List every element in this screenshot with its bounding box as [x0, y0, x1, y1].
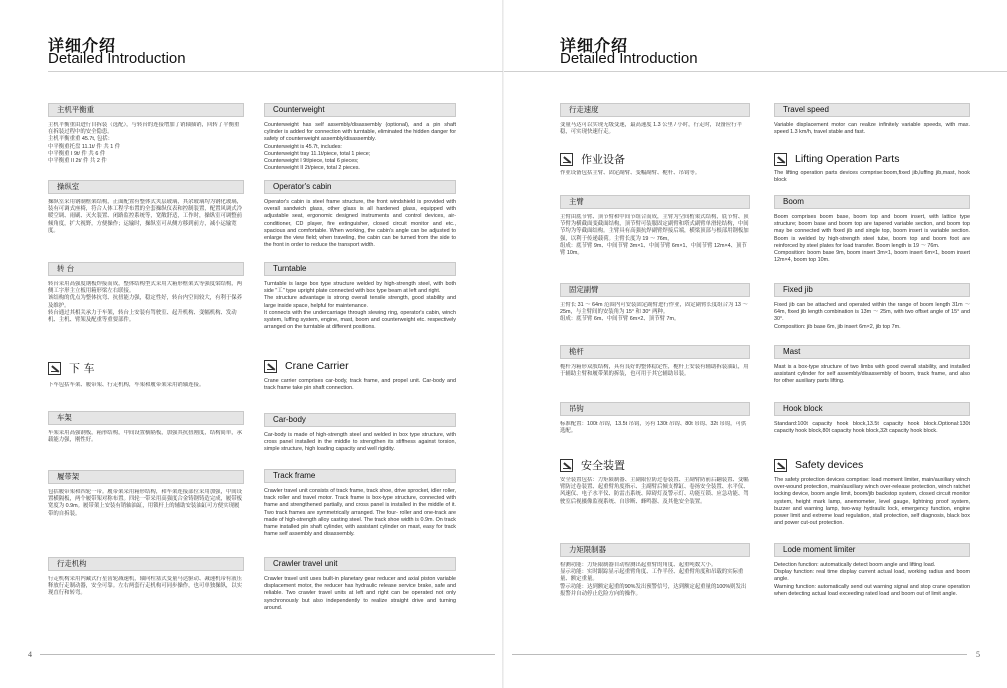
- section-turntable-cn: [48, 262, 244, 333]
- section-text: The lifting operation parts devices comprise:boom,fixed jib,luffing jib,mast, hook block: [774, 170, 970, 184]
- section-heading: 行走速度: [560, 103, 750, 117]
- section-text: Counterweight has self assembly/disassembly (optional), and a pin shaft cylinder is added for connection with turntable, eliminated the hidden danger for safety of counterweight assembly/disassembly. Counterweight is 45.7t, includes: Counterweight tray 11.1t/piece, total 1 piece; Counterweight I 9t/piece, total 6 pieces; Counterweight II 2t/piece, total 2 pieces.: [264, 122, 456, 172]
- section-title-row: [264, 357, 456, 375]
- section-travel-cn: [48, 557, 244, 608]
- header-rule: [48, 71, 503, 72]
- section-lml-en: [774, 543, 970, 616]
- section-text: 行走机构采用内藏式行星齿轮减速机，轴向柱塞式变量马达驱动、减速机带有液压释放行走制动器，安全可靠。左右两套行走机构可同步操作，也可单独操纵，以实现直行和转弯。: [48, 576, 243, 597]
- section-text: The safety protection devices comprise: load moment limiter, main/auxiliary winch over-wound protection, main/auxiliary winch over-release protection, winch ratchet locking device, boom angle limit, boom/jib backstop system, closed circuit monitor system, height mark lamp, anemometer, level gauge, lightning proof system, buzzer and warning lamp, two-way hydraulic lock, emergency function, engine power limit and extreme load regulation, stall protection, self diagnosis, black box and power cut-out protection.: [774, 477, 970, 527]
- crane-icon: [264, 360, 277, 373]
- section-text: Crane carrier comprises car-body, track frame, and propel unit. Car-body and track frame take pin shaft connection.: [264, 378, 456, 392]
- crane-icon: [774, 459, 787, 472]
- section-text: 主机平衡重由进行自拆装（选配），与转台的连接增加了销轴插销，回转了平衡重在拆装过程中的安全隐患。 主机平衡重重 45.7t, 包括： 中平衡重托盘 11.1t/ 件 共 1 件 中平衡重 I 9t/ 件 共 6 件 中平衡重 II 2t/ 件 共 2 件: [48, 122, 240, 165]
- section-text: 桅杆为箱形双肢结构，具有良好的整体稳定性，桅杆上安装有辅助拆装油缸，用于辅助主臂和履带架的拆装，也可用于其它辅助吊装。: [560, 364, 749, 378]
- section-title: 安全装置: [581, 459, 625, 472]
- section-heading: Crawler travel unit: [264, 557, 456, 571]
- section-title: Lifting Operation Parts: [795, 153, 900, 165]
- section-carbody-cn: [48, 411, 244, 454]
- section-text: 车架采用高强钢板，箱形结构，中间设置横隔板，加强其抗扭刚度，结构简单，承载能力强，刚性好。: [48, 430, 243, 444]
- section-carrier-en: [264, 357, 456, 394]
- section-heading: 车架: [48, 411, 244, 425]
- section-title-row: [774, 150, 970, 168]
- section-text: 安全装置包括：力矩限制器、主副限位防过卷装置、主副臂防前后翻装置、变幅臂防过卷装置、起重臂角度指示、主副臂后倾支撑缸、卷扬安全装置、水平仪、风速仪、电子水平仪、防雷击系统、障碍灯及警示灯、功能互锁、应急功能、驾驶室后视摄像监视系统、自诊断、蜂鸣器、及其他安全装置。: [560, 477, 749, 505]
- section-text: 主臂由底节臂、顶节臂和中间节组合而成，主臂为空间桁架式结构，底节臂、顶节臂为横截面变截面结构，顶节臂可装服固定副臂和塔式副臂单滑轮结构，中间节均为等截面结构。主臂具有高强抗焊副臂焊接后端，横梁顶部与根部用钢板加强，以利于传递载荷。主臂长度为 19 ～ 76m， 组成：底节臂 9m、中间节臂 3m×1、中间节臂 6m×1、中间节臂 12m×4、顶节臂 10m。: [560, 214, 749, 257]
- page-title-cn: 详细介绍: [48, 36, 117, 55]
- section-heading: 履带架: [48, 470, 244, 484]
- section-safety-en: [774, 456, 970, 537]
- section-fixed-jib-cn: [560, 283, 750, 338]
- section-fixed-jib-en: [774, 283, 970, 338]
- section-counterweight-cn: [48, 103, 244, 170]
- section-mast-en: [774, 345, 970, 394]
- section-text: 包括履带架和四轮一带。履带架采用箱形结构，和车架连接部位采用加强，中间设置横隔板，两个履带架对称布置。四轮一带采用高强度合金铸钢铸造完成，履带板宽度为 0.9m。履带架上安装有销轴油缸，用锁杆上的辅助安装油缸可方便实现履带的自拆装。: [48, 489, 243, 517]
- section-heading: Hook block: [774, 402, 970, 416]
- section-title-row: [560, 456, 750, 474]
- section-text: Crawler travel unit uses built-in planetary gear reducer and axial piston variable displacement motor, the reducer has hydraulic release service brake, safe and reliable. Two crawler travel units at left and right can be operated not only synchronously but also independently to realize straight drive and turning around.: [264, 576, 456, 611]
- section-text: 作业设备包括主臂、固定副臂、变幅副臂、桅杆、吊钩等。: [560, 170, 701, 176]
- crane-icon: [774, 153, 787, 166]
- section-text: 转台采用高强度钢板焊接而成，整体结构型式采用大箱形框架式等强度梁结构，两侧工字形主立板用箱形梁左右联接。 该结构的优点为整体抗弯、抗扭能力强，稳定性好，转台内空间较大，有利于保养及维护。 转台通过其相关承力于车架，转台上安装有驾驶室、起升机构、变幅机构、发动机、主机、臂架及配重等重要部件。: [48, 281, 243, 324]
- section-counterweight-en: [264, 103, 456, 174]
- section-text: 操纵室采用钢制框架结构，正面配置有整体式夹层玻璃，其余玻璃均为钢化玻璃，装有可调式座椅，符合人体工程学布置的全套操纵仪表和控制装置，配置风调式冷暖空调、雨刷、灭火装置、闭路监控系统等，宽敞舒适，工作时，操纵室可调整前倾角度，扩大视野，方便操作；运输时，操纵室可从侧方移到前方，减小运输宽度。: [48, 199, 243, 234]
- section-heading: 桅杆: [560, 345, 750, 359]
- section-text: Mast is a box-type structure of two limbs with good overall stability, and installed assistant cylinder for self assembly/disassembly of boom, track frame, and also for other auxiliary parts lifting.: [774, 364, 970, 385]
- section-heading: 主机平衡重: [48, 103, 244, 117]
- section-safety-cn: [560, 456, 750, 523]
- section-text: Turntable is large box type structure welded by high-strength steel, with both side "工" type upright plate connected with box type beam at left and right. The structure advantage is strong overall tensile strength, good stability and large inside space, helpful for maintenance. It connects with the undercarriage through slewing ring, operator's cabin, winch system, luffing system, engine, mast, boom and counterweight etc. respectively arranged on the turntable at different positions.: [264, 281, 456, 331]
- section-lifting-en: [774, 150, 970, 186]
- section-hook-en: [774, 402, 970, 451]
- section-heading: Travel speed: [774, 103, 970, 117]
- left-page: [0, 0, 503, 688]
- section-boom-en: [774, 195, 970, 276]
- page-title-en: Detailed Introduction: [48, 50, 186, 67]
- footer-rule: [512, 654, 967, 655]
- section-turntable-en: [264, 262, 456, 347]
- section-heading: 操纵室: [48, 180, 244, 194]
- section-text: Operator's cabin is steel frame structure, the front windshield is provided with overall sandwich glass, other glass is all hardened glass, equipped with adjustable seat, ergonomic designed instruments and control devices, air-conditioner, CD player, fire extinguisher, closed circuit monitor and etc., spacious and comfortable. When working, the cabin's angle can be adjusted to enlarge the view field; when traveling, the cabin can be turned from the side to the front in order to reduce the transport width.: [264, 199, 456, 249]
- section-travel-speed-cn: [560, 103, 750, 138]
- section-title: 下 车: [69, 362, 95, 375]
- section-heading: 吊钩: [560, 402, 750, 416]
- section-heading: Counterweight: [264, 103, 456, 117]
- page-number-right: 5: [976, 650, 980, 659]
- section-text: Boom comprises boom base, boom top and boom insert, with lattice type structure; boom base and boom top are tapered variable section, and boom top may be connected with fixed jib and single top, boom insert is variable section. Boom is welded by high-strength steel tube, boom top and boom foot are reinforced by steel plates for load transfer. Boom length is 19 ～ 76m. Composition: boom base 9m, boom insert 3m×1, boom insert 6m×1, boom insert 12m×4, boom top 10m.: [774, 214, 970, 264]
- section-text: 检测功能：力矩限制器自动检测出起重臂的角度、起重吨数大小。 显示功能：实时跟踪显示起重臂角度、工作半径、起重臂角度和吊载的实际重量、额定重量。 警示功能：达到额定起重的90%发出预警信号，达到额定起重量的100%则发出报警并自动停止危险方向的操作。: [560, 562, 747, 597]
- section-hook-cn: [560, 402, 750, 441]
- section-title-row: [774, 456, 970, 474]
- section-title-row: [48, 359, 244, 377]
- section-track-frame-cn: [48, 470, 244, 535]
- crane-icon: [48, 362, 61, 375]
- section-heading: Fixed jib: [774, 283, 970, 297]
- section-heading: 行走机构: [48, 557, 244, 571]
- section-text: 主臂长 31 ～ 64m 范围内可安装固定副臂进行作业，固定副臂长度组合为 13 ～ 25m，与主臂间的安装角为 15° 和 30° 两种。 组成：底节臂 6m、中间节臂 6m×2、顶节臂 7m。: [560, 302, 748, 323]
- section-heading: 主臂: [560, 195, 750, 209]
- section-text: Standard:100t capacity hook block,13.5t capacity hook block.Optional:130t capacity hook block,80t capacity hook block,32t capacity hook block.: [774, 421, 970, 435]
- section-lml-cn: [560, 543, 750, 610]
- section-heading: 力矩限制器: [560, 543, 750, 557]
- page-number-left: 4: [28, 650, 32, 659]
- section-mast-cn: [560, 345, 750, 388]
- crane-icon: [560, 153, 573, 166]
- page-title-cn: 详细介绍: [560, 36, 629, 55]
- section-title-row: [560, 150, 750, 168]
- section-text: 标准配置：100t 吊钩，13.5t 吊钩，另有 130t 吊钩、80t 吊钩、32t 吊钩，可供选配。: [560, 421, 747, 435]
- section-track-frame-en: [264, 469, 456, 548]
- right-page: [504, 0, 1007, 688]
- section-travel-en: [264, 557, 456, 628]
- footer-rule: [40, 654, 495, 655]
- section-text: Crawler travel unit consists of track frame, track shoe, drive sprocket, idler roller, track roller and travel motor. Track frame is box-type structure, connected with frame and strengthened partially, and cross panel is installed in the middle of it. Two track frames are symmetrically arranged. The four- roller and one-track are made of high-strength alloy casting steel. The track shoe width is 0.9m. On track frame installed pin shaft cylinder, with assistant cylinder on mast, easy for track frame self assembly and disassembly.: [264, 488, 456, 538]
- section-cabin-en: [264, 180, 456, 259]
- section-text: Car-body is made of high-strength steel and welded in box type structure, with cross panel installed in the middle to strengthen its stiffness against torsion, simple structure, high loading capacity and well rigidity.: [264, 432, 456, 453]
- section-travel-speed-en: [774, 103, 970, 138]
- section-title: Crane Carrier: [285, 360, 349, 372]
- header-rule: [504, 71, 1007, 72]
- section-heading: Turntable: [264, 262, 456, 276]
- section-heading: Car-body: [264, 413, 456, 427]
- section-text: Fixed jib can be attached and operated within the range of boom length 31m ～ 64m, fixed jib length combination is 13m ～ 25m, with two offset angle of 15° and 30°. Composition: jib base 6m, jib insert 6m×2, jib top 7m.: [774, 302, 970, 330]
- section-boom-cn: [560, 195, 750, 274]
- section-text: 变量马达可以实现无级变速，最高速度 1.3 公里 / 小时，行走时，设备应行平稳，可实现快速行走。: [560, 122, 743, 136]
- section-heading: Mast: [774, 345, 970, 359]
- section-heading: Track frame: [264, 469, 456, 483]
- section-lifting-cn: [560, 150, 750, 179]
- section-heading: 转 台: [48, 262, 244, 276]
- section-heading: Lode moment limiter: [774, 543, 970, 557]
- section-cabin-cn: [48, 180, 244, 257]
- crane-icon: [560, 459, 573, 472]
- section-text: Variable displacement motor can realize infinitely variable speeds, with max. speed 1.3 km/h, travel stable and fast.: [774, 122, 970, 136]
- section-title: Safety devices: [795, 459, 864, 471]
- section-text: 下车包括车架、履带架、行走机构，车架和履带架采用销轴连接。: [48, 382, 205, 388]
- page-title-en: Detailed Introduction: [560, 50, 698, 67]
- section-heading: 固定副臂: [560, 283, 750, 297]
- section-heading: Boom: [774, 195, 970, 209]
- section-heading: Operator's cabin: [264, 180, 456, 194]
- section-carbody-en: [264, 413, 456, 462]
- section-text: Detection function: automatically detect boom angle and lifting load. Display function: real time display current actual load, working radius and boom angle. Warning function: automatically send out warning signal and stop crane operation when detecting actual load exceeding rated load and boom out of limit angle.: [774, 562, 970, 597]
- section-title: 作业设备: [581, 153, 625, 166]
- section-carrier-cn: [48, 359, 244, 392]
